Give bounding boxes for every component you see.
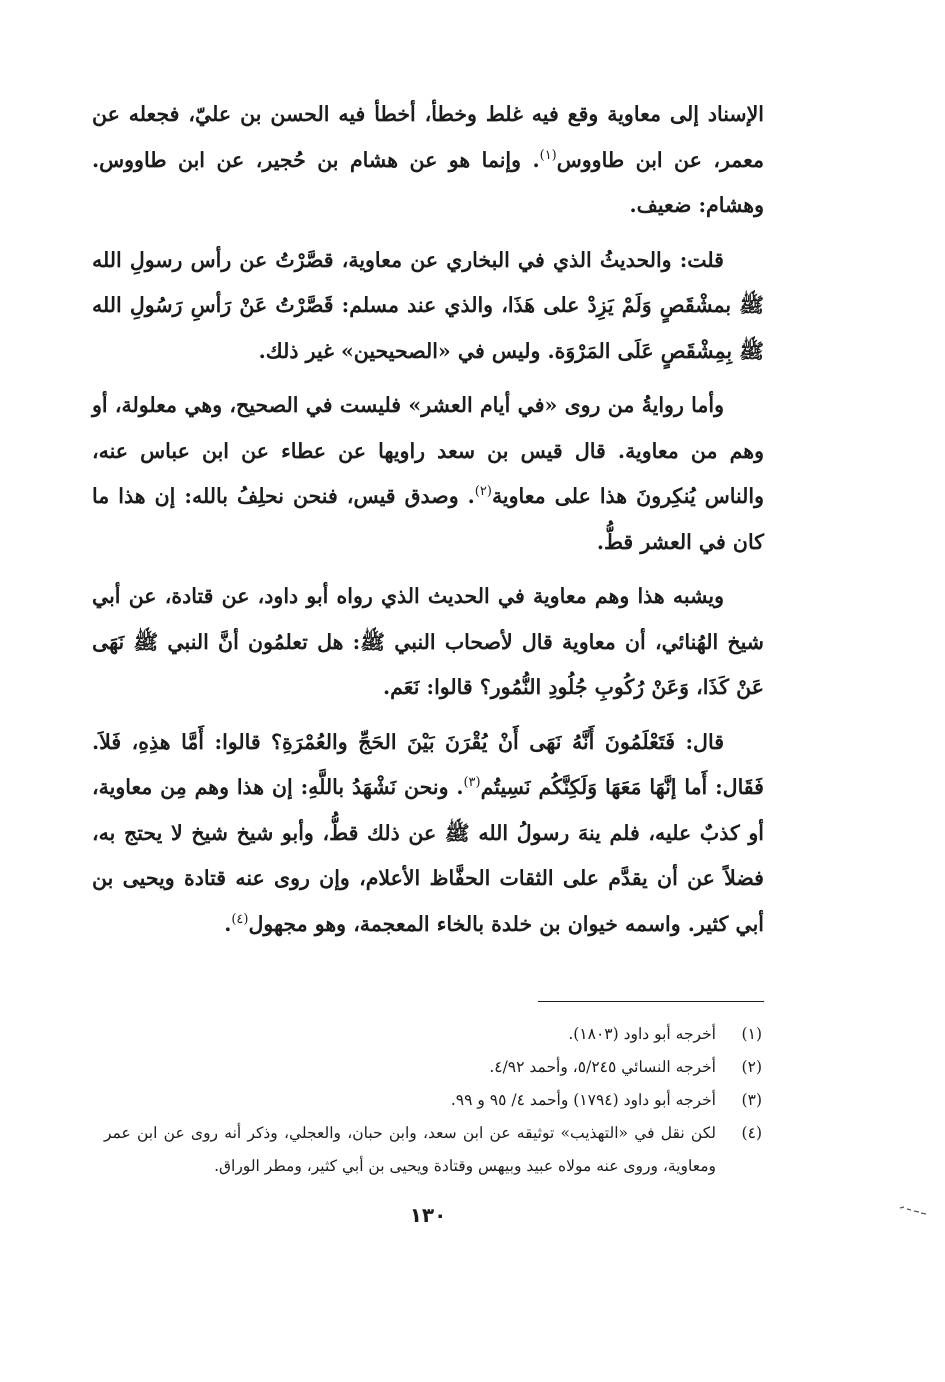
paragraph-text: قال: فَتَعْلَمُونَ أَنَّهُ نَهَى أَنْ يُقْرَنَ بَيْنَ الحَجِّ والعُمْرَةِ؟ قالوا: أَمَّا هذِهِ، فَلاَ. فَقَال: أَما إنَّهَا مَعَهَا وَلَكِنَّكُم نَسِيتُم	[92, 729, 764, 799]
paragraph-text: . وصدق قيس، فنحن نحلِفُ بالله: إن هذا ما كان في العشر قطُّ.	[92, 484, 764, 554]
paragraph-text: قلت: والحديثُ الذي في البخاري عن معاوية، قصَّرْتُ عن رأس رسولِ الله ﷺ بمشْقَصٍ وَلَمْ يَزِدْ على هَذَا، والذي عند مسلم: قَصَّرْتُ عَنْ رَأسِ رَسُولِ الله ﷺ بِمِشْقَصٍ عَلَى المَرْوَة. وليس في «الصحيحين» غير ذلك.	[92, 247, 764, 363]
paragraph-text: الإسناد إلى معاوية وقع فيه غلط وخطأ، أخطأ فيه الحسن بن عليّ، فجعله عن معمر، عن ابن طاووس	[92, 102, 764, 172]
footnote-text: لكن نقل في «التهذيب» توثيقه عن ابن سعد، وابن حبان، والعجلي، وذكر أنه روى عن ابن عمر ومعاوية، وروى عنه مولاه عبيد وبيهس وقتادة ويحيى بن أبي كثير، ومطر الوراق.	[104, 1124, 716, 1175]
footnote-number: (٣)	[741, 1091, 762, 1109]
paragraph-2	[92, 238, 764, 375]
footnote-number: (٤)	[741, 1124, 762, 1142]
paragraph-text: . وإنما هو عن هشام بن حُجير، عن ابن طاووس. وهشام: ضعيف.	[92, 147, 764, 217]
book-page	[92, 92, 764, 1227]
footnote-2	[104, 1051, 762, 1084]
footnote-text: أخرجه أبو داود (١٧٩٤) وأحمد ٤/ ٩٥ و ٩٩.	[450, 1091, 716, 1109]
paragraph-text: وأما روايةُ من روى «في أيام العشر» فليست في الصحيح، وهي معلولة، أو وهم من معاوية. قال قيس بن سعد راويها عن عطاء عن ابن عباس عنه، والناس يُنكِرونَ هذا على معاوية	[92, 393, 764, 508]
footnote-3	[104, 1084, 762, 1117]
footnote-reference-4[interactable]: (٤)	[231, 911, 249, 927]
paragraph-text: . ونحن نَشْهَدُ باللَّهِ: إن هذا وهم مِن معاوية، أو كذبٌ عليه، فلم ينهَ رسولُ الله ﷺ عن ذلك قطُّ، وأبو شيخ شيخ لا يحتج به، فضلاً عن أن يقدَّم على الثقات الحفَّاظ الأعلام، وإن روى عنه قتادة ويحيى بن أبي كثير. واسمه خيوان بن خلدة بالخاء المعجمة، وهو مجهول	[92, 775, 764, 936]
footnote-number: (١)	[741, 1025, 762, 1043]
paragraph-5	[92, 720, 764, 948]
paragraph-1	[92, 92, 764, 229]
footnote-text: أخرجه أبو داود (١٨٠٣).	[568, 1025, 716, 1043]
footnote-divider	[538, 1001, 764, 1002]
scan-speck	[898, 1205, 928, 1215]
paragraph-3	[92, 383, 764, 565]
footnote-reference-1[interactable]: (١)	[539, 147, 557, 163]
footnote-number: (٢)	[741, 1058, 762, 1076]
page-number: ١٣٠	[409, 1203, 447, 1227]
footnotes	[92, 1018, 764, 1183]
footnote-1	[104, 1018, 762, 1051]
paragraph-text: .	[224, 911, 232, 936]
footnote-reference-3[interactable]: (٣)	[463, 775, 481, 791]
main-text	[92, 92, 764, 947]
paragraph-text: ويشبه هذا وهم معاوية في الحديث الذي رواه أبو داود، عن قتادة، عن أبي شيخ الهُنائي، أن معاوية قال لأصحاب النبي ﷺ: هل تعلمُون أنَّ النبي ﷺ نَهَى عَنْ كَذَا، وَعَنْ رُكُوبِ جُلُودِ النُّمُور؟ قالوا: نَعَم.	[92, 584, 764, 699]
footnote-reference-2[interactable]: (٢)	[474, 484, 492, 500]
footnote-4	[104, 1117, 762, 1183]
paragraph-4	[92, 574, 764, 711]
footnote-text: أخرجه النسائي ٥/٢٤٥، وأحمد ٤/٩٢.	[489, 1058, 716, 1076]
